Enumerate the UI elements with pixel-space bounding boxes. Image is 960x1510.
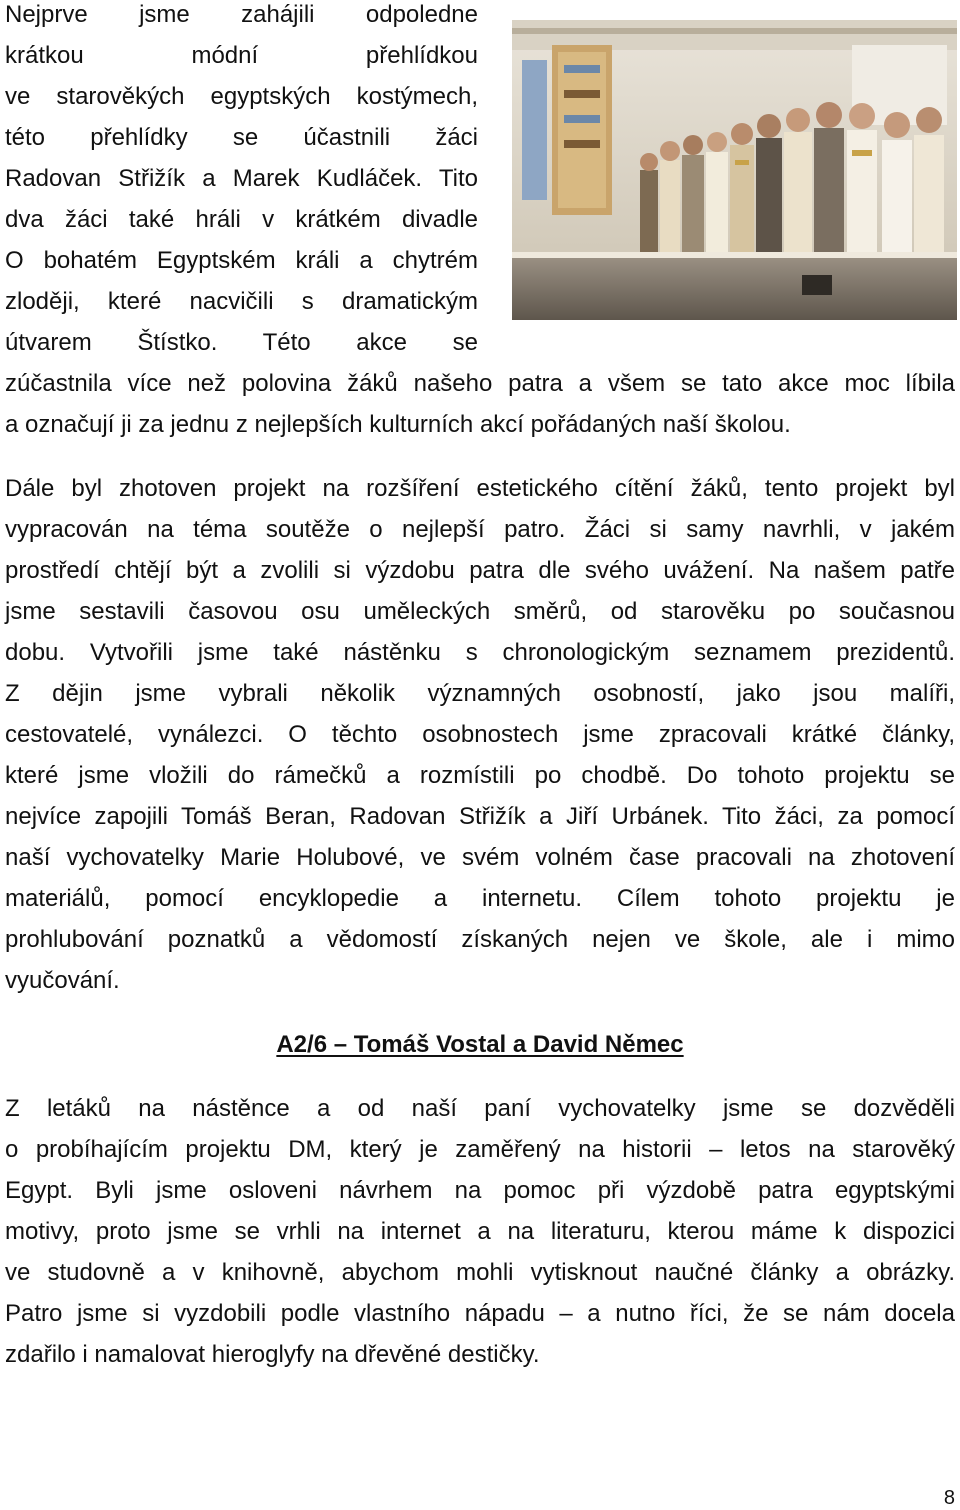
text-line: vyučování. (5, 967, 120, 994)
text-line: Patro jsme si vyzdobili podle vlastního nápadu – a nutno říci, že se nám docela (5, 1300, 955, 1327)
text-line: dobu. Vytvořili jsme také nástěnku s chronologickým seznamem prezidentů. (5, 639, 955, 666)
page-number: 8 (943, 1487, 955, 1509)
text-line: krátkou módní přehlídkou (5, 42, 478, 69)
text-line: této přehlídky se účastnili žáci (5, 124, 478, 151)
text-line: které jsme vložili do rámečků a rozmístili po chodbě. Do tohoto projektu se (5, 762, 955, 789)
document-page (5, 0, 955, 1509)
text-line: zloději, které nacvičili s dramatickým (5, 288, 478, 315)
text-line: dva žáci také hráli v krátkém divadle (5, 206, 478, 233)
section-heading (5, 1031, 955, 1059)
text-line: ve starověkých egyptských kostýmech, (5, 83, 478, 110)
text-line: vypracován na téma soutěže o nejlepší patro. Žáci si samy navrhli, v jakém (5, 516, 955, 543)
intro-text (5, 0, 478, 369)
text-line: O bohatém Egyptském králi a chytrém (5, 247, 478, 274)
text-line: o probíhajícím projektu DM, který je zaměřený na historii – letos na starověký (5, 1136, 955, 1163)
text-line: materiálů, pomocí encyklopedie a internetu. Cílem tohoto projektu je (5, 885, 955, 912)
text-line: nejvíce zapojili Tomáš Beran, Radovan Střižík a Jiří Urbánek. Tito žáci, za pomocí (5, 803, 955, 830)
paragraph-egypt (5, 1094, 955, 1381)
text-line: naší vychovatelky Marie Holubové, ve svém volném čase pracovali na zhotovení (5, 844, 955, 871)
text-line: Radovan Střižík a Marek Kudláček. Tito (5, 165, 478, 192)
text-line: zdařilo i namalovat hieroglyfy na dřevěné destičky. (5, 1341, 540, 1368)
text-line: Nejprve jsme zahájili odpoledne (5, 1, 478, 28)
text-line: Z letáků na nástěnce a od naší paní vychovatelky jsme se dozvěděli (5, 1095, 955, 1122)
text-line: ve studovně a v knihovně, abychom mohli vytisknout naučné články a obrázky. (5, 1259, 955, 1286)
text-line: zúčastnila více než polovina žáků našeho patra a všem se tato akce moc líbila (5, 370, 955, 397)
section-heading-text: A2/6 – Tomáš Vostal a David Němec (276, 1031, 684, 1058)
text-line: cestovatelé, vynálezci. O těchto osobnostech jsme zpracovali krátké články, (5, 721, 955, 748)
text-line: Dále byl zhotoven projekt na rozšíření estetického cítění žáků, tento projekt byl (5, 475, 955, 502)
text-line: motivy, proto jsme se vrhli na internet a na literaturu, kterou máme k dispozici (5, 1218, 955, 1245)
text-line: a označují ji za jednu z nejlepších kulturních akcí pořádaných naší školou. (5, 411, 791, 438)
text-line: Egypt. Byli jsme osloveni návrhem na pomoc při výzdobě patra egyptskými (5, 1177, 955, 1204)
paragraph-project (5, 474, 955, 1007)
fashion-show-photo (512, 20, 957, 320)
text-line: útvarem Štístko. Této akce se (5, 329, 478, 356)
intro-continuation (5, 369, 955, 451)
text-line: Z dějin jsme vybrali několik významných osobností, jako jsou malíři, (5, 680, 955, 707)
text-line: prohlubování poznatků a vědomostí získaných nejen ve škole, ale i mimo (5, 926, 955, 953)
text-line: prostředí chtějí být a zvolili si výzdobu patra dle svého uvážení. Na našem patře (5, 557, 955, 584)
text-line: jsme sestavili časovou osu uměleckých směrů, od starověku po současnou (5, 598, 955, 625)
